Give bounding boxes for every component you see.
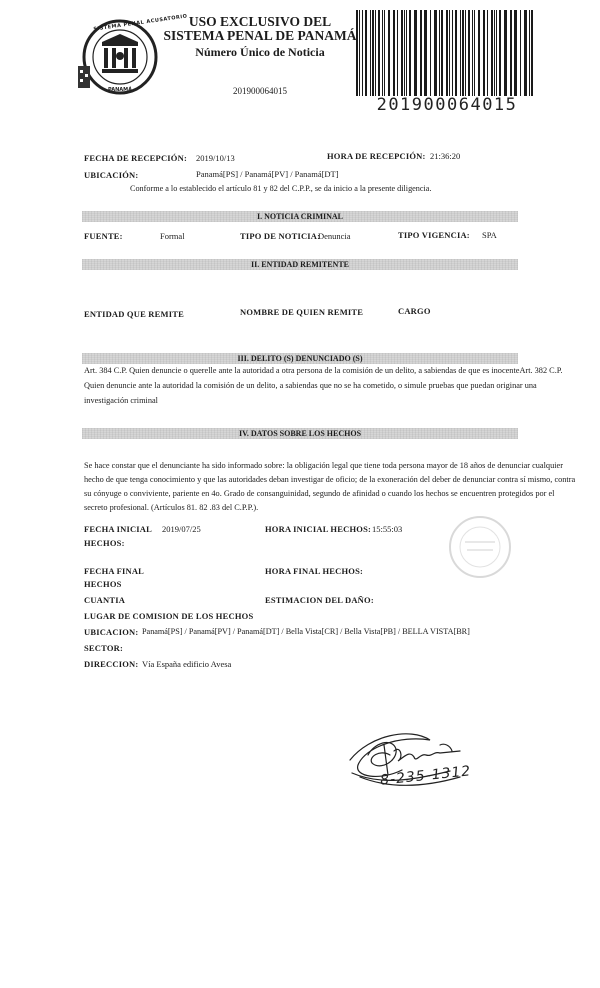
barcode-bar	[414, 10, 417, 96]
barcode-bar	[452, 10, 453, 96]
barcode-bar	[365, 10, 367, 96]
barcode-bar	[388, 10, 390, 96]
sector-label: SECTOR:	[84, 643, 124, 653]
logo-top-text: SISTEMA PENAL ACUSATORIO	[93, 13, 188, 33]
barcode-bar	[474, 10, 475, 96]
hechos-line-4: secreto profesional. (Artículos 81. 82 .83 del C.P.P.).	[84, 503, 259, 512]
barcode-bar	[520, 10, 521, 96]
direccion-label: DIRECCION:	[84, 659, 139, 669]
nombre-remite-label: NOMBRE DE QUIEN REMITE	[240, 307, 364, 317]
fecha-final-label-2: HECHOS	[84, 579, 122, 589]
barcode-bar	[472, 10, 473, 96]
hora-final-label: HORA FINAL HECHOS:	[265, 566, 364, 576]
barcode-bar	[491, 10, 493, 96]
delito-line-1: Art. 384 C.P. Quien denuncie o querelle ante la autoridad a otra persona de la comisión de un delito, a sabiendas de que es inocenteArt. 382 C.P.	[84, 366, 563, 375]
barcode-bar	[446, 10, 448, 96]
hora-inicial-label: HORA INICIAL HECHOS:	[265, 524, 372, 534]
notice-number: 201900064015	[233, 86, 287, 96]
barcode-bar	[465, 10, 466, 96]
signature-id-number: 8-235-1312	[379, 763, 472, 789]
barcode-bar	[382, 10, 383, 96]
barcode-bar	[504, 10, 507, 96]
barcode-bar	[441, 10, 443, 96]
barcode-bar	[378, 10, 380, 96]
barcode-bar	[510, 10, 512, 96]
fecha-inicial-value: 2019/07/25	[162, 524, 201, 534]
tipo-vigencia-label: TIPO VIGENCIA:	[398, 230, 470, 240]
hora-recepcion-value: 21:36:20	[430, 151, 461, 161]
barcode-bar	[397, 10, 398, 96]
barcode-bar	[499, 10, 501, 96]
section-datos-hechos: IV. DATOS SOBRE LOS HECHOS	[82, 428, 518, 439]
barcode-bar	[424, 10, 427, 96]
barcode-bar	[434, 10, 437, 96]
fecha-recepcion-label: FECHA DE RECEPCIÓN:	[84, 153, 187, 163]
handwritten-signature	[340, 715, 490, 805]
fecha-recepcion-value: 2019/10/13	[196, 153, 235, 163]
barcode-bar	[370, 10, 371, 96]
fecha-inicial-label: FECHA INICIAL	[84, 524, 153, 534]
section-delitos: III. DELITO (S) DENUNCIADO (S)	[82, 353, 518, 364]
header-line-3: Número Único de Noticia	[195, 45, 325, 59]
barcode-bar	[478, 10, 480, 96]
barcode-bar	[449, 10, 450, 96]
lugar-comision-label: LUGAR DE COMISION DE LOS HECHOS	[84, 611, 254, 621]
header-line-1: USO EXCLUSIVO DEL	[188, 14, 332, 29]
barcode-bar	[524, 10, 527, 96]
ubicacion-hechos-label: UBICACION:	[84, 627, 139, 637]
barcode-bar	[406, 10, 407, 96]
ubicacion-label: UBICACIÓN:	[84, 170, 139, 180]
barcode-bar	[531, 10, 533, 96]
barcode-bar	[494, 10, 495, 96]
fuente-label: FUENTE:	[84, 231, 123, 241]
barcode	[354, 10, 538, 98]
header-line-2: SISTEMA PENAL DE PANAMÁ	[163, 28, 357, 43]
hechos-line-1: Se hace constar que el denunciante ha sido informado sobre: la obligación legal que tiene toda persona mayor de 18 años de denunciar cualquier	[84, 461, 563, 470]
hechos-line-2: hecho de que tenga conocimiento y que las autoridades deban investigar de oficio; de la exoneración del deber de denunciar contra sí mismo, contra	[84, 475, 576, 484]
hora-recepcion-label: HORA DE RECEPCIÓN:	[327, 151, 426, 161]
barcode-bar	[514, 10, 517, 96]
barcode-bar	[375, 10, 376, 96]
barcode-bar	[496, 10, 497, 96]
barcode-bar	[439, 10, 440, 96]
fecha-inicial-label-2: HECHOS:	[84, 538, 125, 548]
barcode-bar	[529, 10, 530, 96]
barcode-bar	[409, 10, 411, 96]
ubicacion-hechos-value: Panamá[PS] / Panamá[PV] / Panamá[DT] / Bella Vista[CR] / Bella Vista[PB] / BELLA VISTA[BR]	[142, 627, 470, 636]
barcode-bar	[384, 10, 385, 96]
hechos-line-3: su cónyuge o conviviente, pariente en 4o. Grado de consanguinidad, segundo de afinidad o cuando los hechos se encuentren protegidos por el	[84, 489, 555, 498]
barcode-bar	[420, 10, 422, 96]
hora-inicial-value: 15:55:03	[372, 524, 403, 534]
barcode-bar	[372, 10, 374, 96]
delito-line-3: investigación criminal	[84, 396, 158, 405]
section-noticia-criminal: I. NOTICIA CRIMINAL	[82, 211, 518, 222]
barcode-bar	[362, 10, 363, 96]
entidad-label: ENTIDAD QUE REMITE	[84, 309, 184, 319]
tipo-noticia-value: Denuncia	[318, 231, 351, 241]
barcode-bar	[455, 10, 457, 96]
cargo-label: CARGO	[398, 306, 431, 316]
fecha-final-label: FECHA FINAL	[84, 566, 145, 576]
conforme-text: Conforme a lo establecido el artículo 81 y 82 del C.P.P., se da inicio a la presente diligencia.	[130, 184, 432, 193]
barcode-bar	[462, 10, 464, 96]
delito-line-2: Quien denuncie ante la autoridad la comisión de un delito, a sabiendas que no se ha cometido, o simule pruebas que puedan originar una	[84, 381, 537, 390]
barcode-bar	[401, 10, 403, 96]
tipo-noticia-label: TIPO DE NOTICIA:	[240, 231, 321, 241]
barcode-bar	[430, 10, 431, 96]
cuantia-label: CUANTIA	[84, 595, 126, 605]
fuente-value: Formal	[160, 231, 185, 241]
ubicacion-value: Panamá[PS] / Panamá[PV] / Panamá[DT]	[196, 169, 339, 179]
tipo-vigencia-value: SPA	[482, 230, 497, 240]
barcode-bar	[460, 10, 461, 96]
barcode-bar	[487, 10, 488, 96]
barcode-number: 201900064015	[376, 95, 518, 115]
barcode-bar	[404, 10, 405, 96]
estimacion-label: ESTIMACION DEL DAÑO:	[265, 595, 374, 605]
direccion-value: Vía España edificio Avesa	[142, 659, 232, 669]
official-stamp	[445, 512, 515, 582]
section-entidad-remitente: II. ENTIDAD REMITENTE	[82, 259, 518, 270]
barcode-bar	[393, 10, 395, 96]
barcode-bar	[359, 10, 360, 96]
barcode-bar	[356, 10, 358, 96]
barcode-bar	[468, 10, 470, 96]
logo-bottom-text: PANAMÁ	[108, 87, 132, 93]
barcode-bar	[483, 10, 485, 96]
